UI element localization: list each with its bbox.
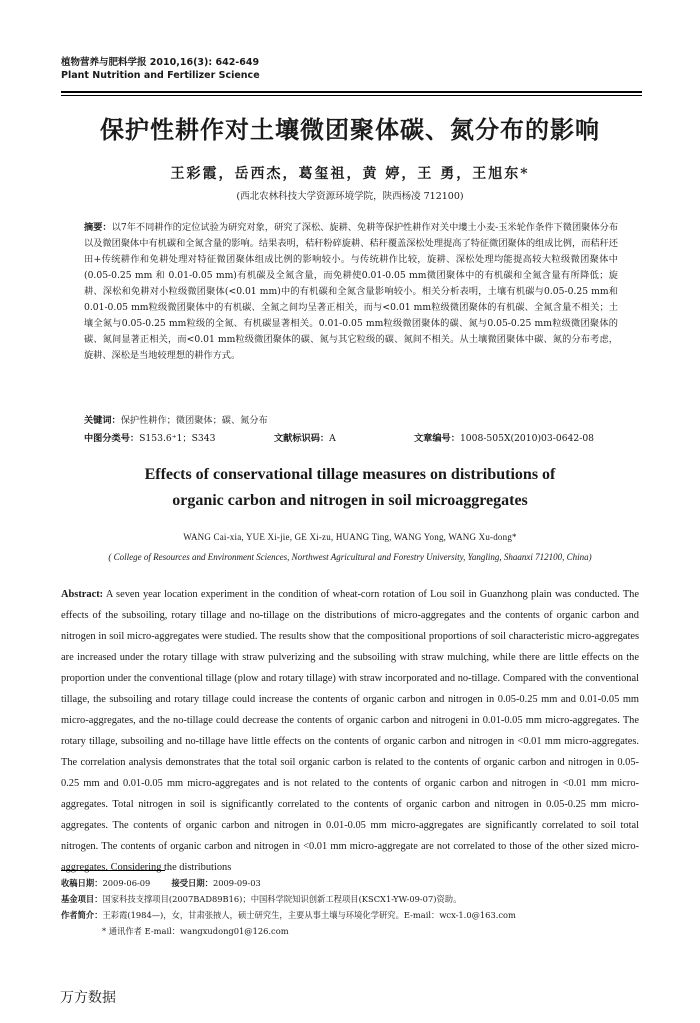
clc-label: 中图分类号：	[84, 433, 140, 444]
fund-label: 基金项目：	[61, 894, 103, 904]
classification-line	[84, 430, 618, 444]
abstract-en-text: A seven year location experiment in the condition of wheat-corn rotation of Lou soil in Guanzhong plain was conducted. The effects of the subsoiling, rotary tillage and no-tillage on the distributions of micro-aggregates and the contents of organic carbon and nitrogen in soil micro-aggregates were studied. The results show that the compositional proportions of soil characteristic micro-aggregates are increased under the rotary tillage with straw pulverizing and the subsoiling with straw mulching, while there are little effects on the proportion under the conventional tillage (plow and rotary tillage) with straw incorporated and no-tillage. Compared with the conventional tillage, the subsoiling and rotary tillage could increase the contents of organic carbon and nitrogen in 0.05-0.25 mm and 0.01-0.05 mm micro-aggregates, and the no-tillage could decrease the contents of organic carbon and nitrogeni in 0.01-0.05 mm micro-aggregates. The rotary tillage, subsoiling and no-tillage have little effects on the contents of organic carbon and nitrogen in <0.01 mm micro-aggregates. The correlation analysis demonstrates that the total soil organic carbon is related to the contents of organic carbon and nitrogen in 0.05-0.25 mm and 0.01-0.05 mm micro-aggregates and is not related to the contents of organic carbon and nitrogen in <0.01 mm micro-aggregates. Total nitrogen in soil is significantly correlated to the contents of organic carbon and nitrogen in 0.05-0.25 mm micro-aggregates. The contents of organic carbon and nitrogen in 0.01-0.05 mm micro-aggregates are significantly correlated to soil total nitrogen. The contents of organic carbon and nitrogen in <0.01 mm micro-aggregate are not correlated to those of the other sized micro-aggregates. Considering the distributions	[61, 589, 639, 873]
keywords-cn	[84, 412, 618, 426]
footnote-author	[61, 907, 639, 923]
author-bio-value: 王彩霞(1984—)，女，甘肃张掖人，硕士研究生，主要从事土壤与环境化学研究。E-mail：wcx-1.0@163.com	[102, 910, 516, 920]
footnote-rule	[61, 870, 165, 871]
article-no-label: 文章编号：	[414, 433, 460, 444]
received-label: 收稿日期：	[61, 878, 103, 888]
paper-title-en	[0, 462, 700, 514]
abstract-cn-text: 以7年不同耕作的定位试验为研究对象，研究了深松、旋耕、免耕等保护性耕作对关中塿土小麦-玉米轮作条件下微团聚体分布以及微团聚体中有机碳和全氮含量的影响。结果表明，秸秆粉碎旋耕、秸秆覆盖深松处理提高了特征微团聚体的组成比例，而秸秆还田+传统耕作和免耕处理对特征微团聚体组成比例的影响较小。与传统耕作比较，旋耕、深松处理均能提高较大粒级微团聚体中(0.05-0.25 mm 和 0.01-0.05 mm)有机碳及全氮含量，而免耕使0.01-0.05 mm微团聚体中的有机碳和全氮含量有所降低；旋耕、深松和免耕对小粒级微团聚体(<0.01 mm)中的有机碳和全氮含量影响较小。相关分析表明，土壤有机碳与0.05-0.25 mm和0.01-0.05 mm粒级微团聚体中的有机碳、全氮之间均呈著正相关，而与<0.01 mm粒级微团聚体的有机碳、全氮含量不相关；土壤全氮与0.05-0.25 mm粒级的全氮、有机碳显著相关。0.01-0.05 mm粒级微团聚体的碳、氮与0.05-0.25 mm粒级微团聚体的碳、氮间显著正相关，而<0.01 mm粒级微团聚体的碳、氮与其它粒级的碳、氮间不相关。从土壤微团聚体中碳、氮的分布考虑，旋耕、深松是当地较理想的耕作方式。	[84, 222, 619, 361]
doc-code-label: 文献标识码：	[274, 433, 330, 444]
author-bio-label: 作者简介：	[61, 910, 103, 920]
header-rule-thin	[61, 95, 642, 96]
abstract-en	[61, 584, 639, 878]
abstract-cn	[84, 220, 618, 364]
abstract-cn-label: 摘要：	[84, 222, 112, 233]
keywords-cn-label: 关键词：	[84, 415, 121, 426]
footnote-corresponding: * 通讯作者 E-mail：wangxudong01@126.com	[102, 926, 289, 936]
accepted-date: 2009-09-03	[212, 878, 261, 888]
authors-cn: 王彩霞，岳西杰，葛玺祖，黄 婷，王 勇，王旭东*	[170, 166, 530, 182]
affiliation-cn: (西北农林科技大学资源环境学院，陕西杨凌 712100)	[236, 191, 464, 202]
fund-value: 国家科技支撑项目(2007BAD89B16)；中国科学院知识创新工程项目(KSCX1-YW-09-07)资助。	[102, 894, 462, 904]
footnotes	[61, 875, 639, 939]
header-rule-thick	[61, 91, 642, 93]
abstract-en-label: Abstract:	[61, 589, 104, 600]
accepted-label: 接受日期：	[171, 878, 213, 888]
journal-citation-cn: 植物营养与肥料学报 2010,16(3): 642-649	[61, 57, 260, 68]
clc-value: S153.6⁺1；S343	[139, 433, 216, 444]
paper-title-en-line2: organic carbon and nitrogen in soil microaggregates	[172, 492, 528, 509]
received-date: 2009-06-09	[102, 878, 151, 888]
running-head	[61, 56, 260, 82]
authors-en: WANG Cai-xia, YUE Xi-jie, GE Xi-zu, HUANG Ting, WANG Yong, WANG Xu-dong*	[183, 532, 517, 542]
paper-title-cn: 保护性耕作对土壤微团聚体碳、氮分布的影响	[100, 116, 600, 144]
journal-name-en: Plant Nutrition and Fertilizer Science	[61, 70, 260, 81]
footnote-fund	[61, 891, 639, 907]
affiliation-en: ( College of Resources and Environment Sciences, Northwest Agricultural and Forestry University, Yangling, Shaanxi 712100, China)	[108, 552, 592, 562]
keywords-cn-text: 保护性耕作；微团聚体；碳、氮分布	[120, 415, 268, 426]
wanfang-watermark: 万方数据	[60, 990, 116, 1006]
doc-code-value: A	[329, 433, 336, 444]
article-no-value: 1008-505X(2010)03-0642-08	[459, 433, 595, 444]
footnote-dates	[61, 875, 639, 891]
paper-title-en-line1: Effects of conservational tillage measures on distributions of	[144, 466, 556, 483]
